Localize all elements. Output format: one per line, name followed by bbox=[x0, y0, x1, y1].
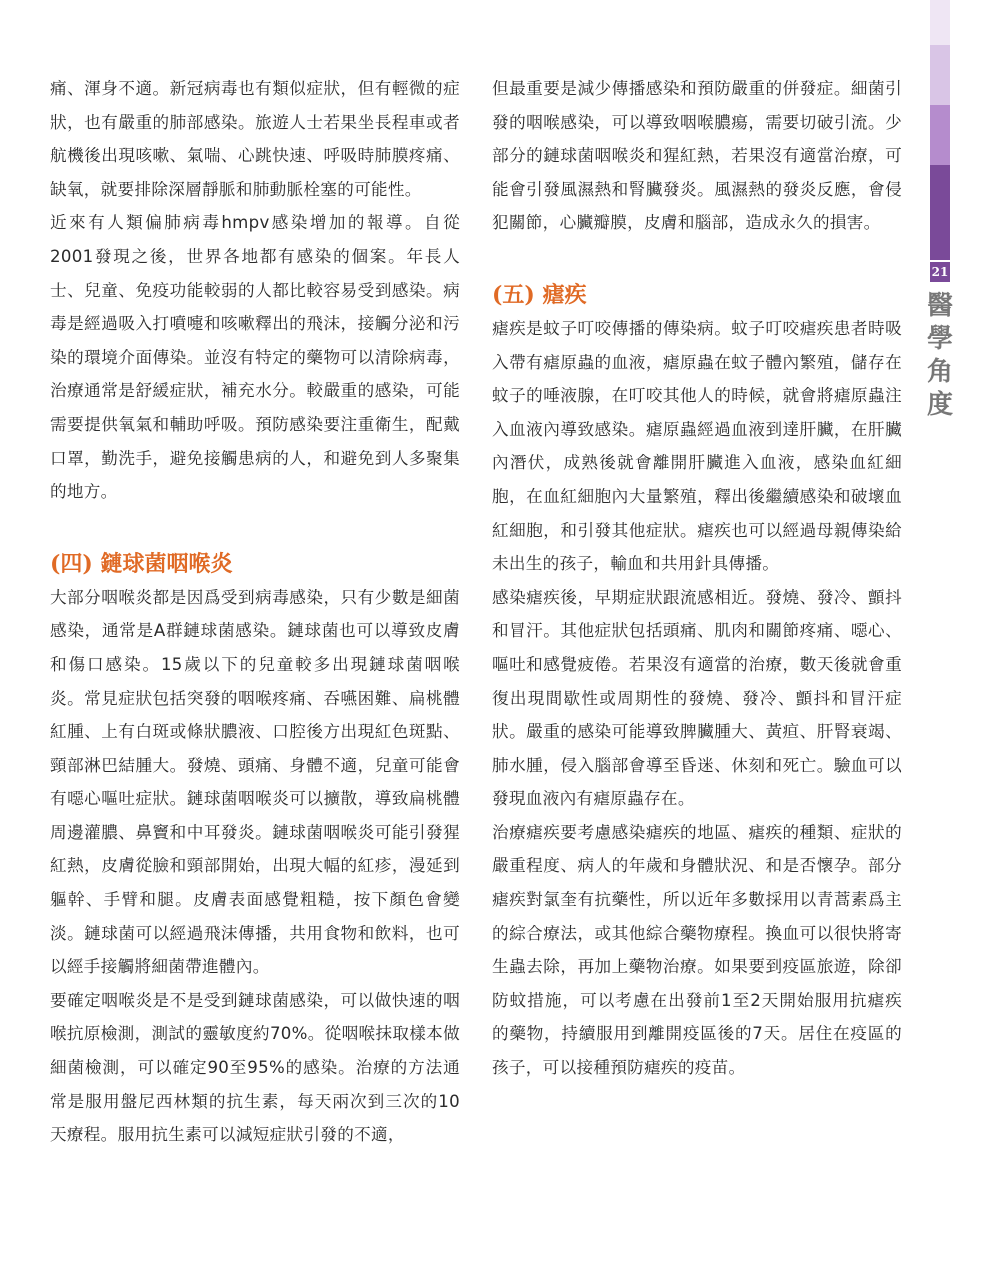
paragraph: 要確定咽喉炎是不是受到鏈球菌感染，可以做快速的咽喉抗原檢測，測試的靈敏度約70%。從咽喉抹取樣本做細菌檢測，可以確定90至95%的感染。治療的方法通常是服用盤尼西林類的抗生素，每天兩次到三次的10天療程。服用抗生素可以減短症狀引發的不適， bbox=[50, 990, 460, 1145]
strip-segment bbox=[930, 0, 950, 45]
section-gap bbox=[50, 509, 460, 547]
paragraph: 痛、渾身不適。新冠病毒也有類似症狀，但有輕微的症狀，也有嚴重的肺部感染。旅遊人士若果坐長程車或者航機後出現咳嗽、氣喘、心跳快速、呼吸時肺膜疼痛、缺氧，就要排除深層靜脈和肺動脈栓塞的可能性。 bbox=[50, 79, 460, 199]
left-column bbox=[50, 72, 460, 1152]
section-heading-5: (五) 瘧疾 bbox=[492, 281, 587, 308]
strip-segment bbox=[930, 165, 950, 260]
strip-segment bbox=[930, 105, 950, 165]
strip-segment bbox=[930, 45, 950, 105]
paragraph: 感染瘧疾後，早期症狀跟流感相近。發燒、發冷、顫抖和冒汗。其他症狀包括頭痛、肌肉和關節疼痛、噁心、嘔吐和感覺疲倦。若果沒有適當的治療，數天後就會重復出現間歇性或周期性的發燒、發冷、顫抖和冒汗症狀。嚴重的感染可能導致脾臟腫大、黃疸、肝腎衰竭、肺水腫，侵入腦部會導至昏迷、休刻和死亡。驗血可以發現血液內有瘧原蟲存在。 bbox=[492, 587, 902, 809]
section-heading-4: (四) 鏈球菌咽喉炎 bbox=[50, 550, 233, 577]
paragraph: 大部分咽喉炎都是因爲受到病毒感染，只有少數是細菌感染，通常是A群鏈球菌感染。鏈球菌也可以導致皮膚和傷口感染。15歲以下的兒童較多出現鏈球菌咽喉炎。常見症狀包括突發的咽喉疼痛、吞嚥困難、扁桃體紅腫、上有白斑或條狀膿液、口腔後方出現紅色斑點、頸部淋巴結腫大。發燒、頭痛、身體不適，兒童可能會有噁心嘔吐症狀。鏈球菌咽喉炎可以擴散，導致扁桃體周邊灌膿、鼻竇和中耳發炎。鏈球菌咽喉炎可能引發猩紅熱，皮膚從臉和頸部開始，出現大幅的紅疹，漫延到軀幹、手臂和腿。皮膚表面感覺粗糙，按下顏色會變淡。鏈球菌可以經過飛沫傳播，共用食物和飲料，也可以經手接觸將細菌帶進體內。 bbox=[50, 587, 460, 977]
paragraph: 瘧疾是蚊子叮咬傳播的傳染病。蚊子叮咬瘧疾患者時吸入帶有瘧原蟲的血液，瘧原蟲在蚊子體內繁殖，儲存在蚊子的唾液腺，在叮咬其他人的時候，就會將瘧原蟲注入血液內導致感染。瘧原蟲經過血液到達肝臟，在肝臟內潛伏，成熟後就會離開肝臟進入血液，感染血紅細胞，在血紅細胞內大量繁殖，釋出後繼續感染和破壞血紅細胞，和引發其他症狀。瘧疾也可以經過母親傳染給未出生的孩子，輸血和共用針具傳播。 bbox=[492, 318, 902, 574]
right-column bbox=[492, 72, 902, 1085]
paragraph: 但最重要是減少傳播感染和預防嚴重的併發症。細菌引發的咽喉感染，可以導致咽喉膿瘍，需要切破引流。少部分的鏈球菌咽喉炎和猩紅熱，若果沒有適當治療，可能會引發風濕熱和腎臟發炎。風濕熱的發炎反應，會侵犯關節，心臟瓣膜，皮膚和腦部，造成永久的損害。 bbox=[492, 79, 902, 233]
page-number: 21 bbox=[930, 262, 950, 282]
section-title-vertical: 醫學角度 bbox=[926, 291, 953, 420]
paragraph: 近來有人類偏肺病毒hmpv感染增加的報導。自從2001發現之後，世界各地都有感染的個案。年長人士、兒童、免疫功能較弱的人都比較容易受到感染。病毒是經過吸入打噴嚏和咳嗽釋出的飛沫，接觸分泌和污染的環境介面傳染。並沒有特定的藥物可以清除病毒，治療通常是舒緩症狀，補充水分。較嚴重的感染，可能需要提供氧氣和輔助呼吸。預防感染要注重衛生，配戴口罩，勤洗手，避免接觸患病的人，和避免到人多聚集的地方。 bbox=[50, 213, 460, 502]
paragraph: 治療瘧疾要考慮感染瘧疾的地區、瘧疾的種類、症狀的嚴重程度、病人的年歲和身體狀況、和是否懷孕。部分瘧疾對氯奎有抗藥性，所以近年多數採用以青蒿素爲主的綜合療法，或其他綜合藥物療程。換血可以很快將寄生蟲去除，再加上藥物治療。如果要到疫區旅遊，除卻防蚊措施，可以考慮在出發前1至2天開始服用抗瘧疾的藥物，持續服用到離開疫區後的7天。居住在疫區的孩子，可以接種預防瘧疾的疫苗。 bbox=[492, 822, 902, 1078]
section-gap bbox=[492, 240, 902, 278]
